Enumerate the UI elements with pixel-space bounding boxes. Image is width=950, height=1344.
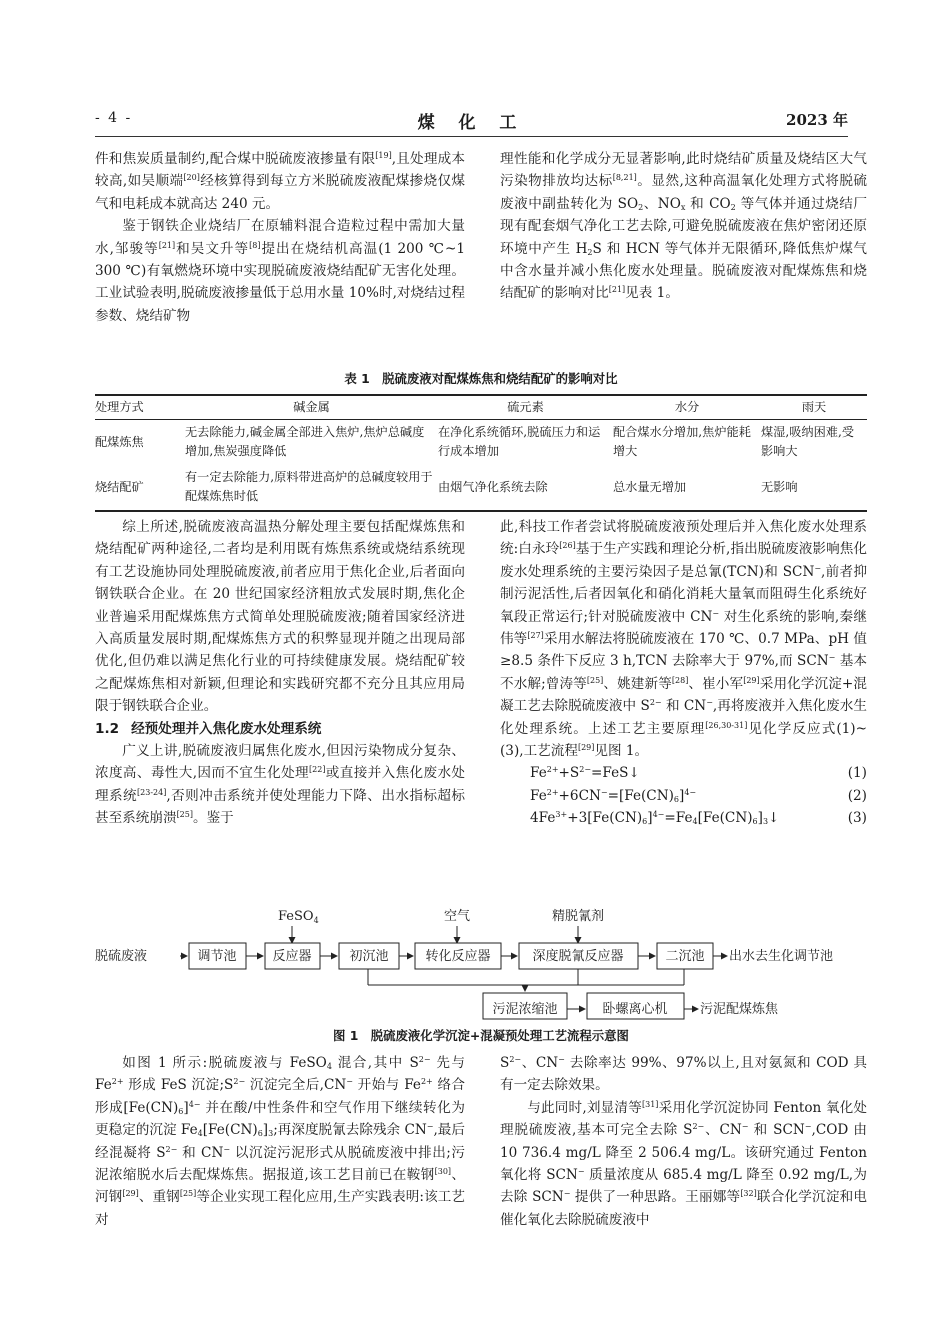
equation-3: $4Fe^{3+}+3[Fe(CN)_6]^{4-}=Fe_4[Fe(CN)_6]_3↓$ (3) bbox=[500, 807, 867, 829]
table-header: 雨天 bbox=[761, 395, 867, 420]
section-heading bbox=[95, 718, 465, 740]
table-cell: 配煤炼焦 bbox=[95, 434, 144, 449]
table-cell: 总水量无增加 bbox=[613, 465, 761, 511]
table-cell: 在净化系统循环,脱硫压力和运行成本增加 bbox=[438, 425, 601, 458]
table-header: 处理方式 bbox=[95, 395, 185, 420]
paragraph: 此,科技工作者尝试将脱硫废液预处理后并入焦化废水处理系统:白永玲[26]基于生产实践和理论分析,指出脱硫废液影响焦化废水处理系统的主要污染因子是总氰(TCN)和 SCN−,前者抑制污泥活性,后者因氧化和硝化消耗大量氧而阻碍生化系统好氧段正常运行;针对脱硫废液中 CN− 对生化系统的影响,秦继伟等[27]采用水解法将脱硫废液在 170 ℃、0.7 MPa、pH 值≥8.5 条件下反应 3 h,TCN 去除率大于 97%,而 SCN− 基本不水解;曾涛等[25]、姚建新等[28]、崔小军[29]采用化学沉淀+混凝工艺去除脱硫废液中 $S^{2-}$ 和 CN−,再将废液并入焦化废水生化处理系统。上述工艺主要原理[26,30-31]见化学反应式(1)~(3),工艺流程[29]见图 1。 bbox=[500, 519, 868, 760]
table-cell: 配合煤水分增加,焦炉能耗增大 bbox=[613, 425, 751, 458]
header-rule bbox=[95, 136, 848, 137]
label-air: 空气 bbox=[443, 909, 471, 924]
equation-1: $Fe^{2+}+S^{2-}=FeS↓$ (1) bbox=[500, 762, 867, 784]
citation: [20] bbox=[183, 173, 200, 183]
label-water-output: 出水去生化调节池 bbox=[729, 949, 834, 964]
right-column-bottom bbox=[500, 1052, 867, 1231]
table-caption: 表 1 脱硫废液对配煤炼焦和烧结配矿的影响对比 bbox=[344, 371, 618, 386]
table-cell: 无去除能力,碱金属全部进入焦炉,焦炉总碱度增加,焦炭强度降低 bbox=[185, 425, 425, 458]
journal-title: 煤 化 工 bbox=[417, 113, 526, 133]
citation: [30] bbox=[434, 1167, 452, 1177]
left-column-top bbox=[95, 148, 465, 327]
table-1 bbox=[95, 394, 867, 512]
citation: [29] bbox=[743, 675, 760, 685]
table-row bbox=[95, 465, 867, 511]
figure-caption: 图 1 脱硫废液化学沉淀+混凝预处理工艺流程示意图 bbox=[333, 1028, 629, 1043]
table-cell: 无影响 bbox=[761, 465, 867, 511]
table-header: 硫元素 bbox=[438, 395, 613, 420]
left-column-bottom bbox=[95, 1052, 465, 1231]
table-row bbox=[95, 420, 867, 466]
label-sludge-output: 污泥配煤炼焦 bbox=[700, 1002, 779, 1017]
right-column-top bbox=[500, 148, 867, 305]
citation: [28] bbox=[671, 675, 689, 685]
table-cell: 烧结配矿 bbox=[95, 465, 185, 511]
paragraph: 理性能和化学成分无显著影响,此时烧结矿质量及烧结区大气污染物排放均达标[8,21]。显然,这种高温氧化处理方式将脱硫废液中副盐转化为 $SO_2$、$NO_x$ 和 $CO_2$ 等气体并通过烧结厂现有配套烟气净化工艺去除,可避免脱硫废液在焦炉密闭还原环境中产生 $H_2S$ 和 HCN 等气体并无限循环,降低焦炉煤气中含水量并减小焦化废水处理量。脱硫废液对配煤炼焦和烧结配矿的影响对比[21]见表 1。 bbox=[500, 151, 868, 302]
citation: [27] bbox=[527, 631, 544, 641]
svg-text:卧螺离心机: 卧螺离心机 bbox=[602, 1002, 668, 1017]
left-column-middle bbox=[95, 516, 465, 830]
svg-text:初沉池: 初沉池 bbox=[349, 949, 389, 964]
label-input: 脱硫废液 bbox=[95, 949, 148, 964]
equation-number: (2) bbox=[847, 787, 867, 804]
citation: [21] bbox=[158, 240, 176, 250]
table-cell: 有一定去除能力,原料带进高炉的总碱度较用于配煤炼焦时低 bbox=[185, 465, 438, 511]
citation: [26,30-31] bbox=[705, 720, 748, 730]
equation-number: (3) bbox=[847, 810, 867, 827]
svg-text:二沉池: 二沉池 bbox=[665, 949, 705, 964]
table-cell: 煤湿,吸纳困难,受影响大 bbox=[761, 425, 855, 458]
equation-2: $Fe^{2+}+6CN^-=[Fe(CN)_6]^{4-}$ (2) bbox=[500, 785, 867, 807]
paragraph: 件和焦炭质量制约,配合煤中脱硫废液掺量有限[19],且处理成本较高,如吴顺端[20]经核算得到每立方米脱硫废液配煤掺烧仅煤气和电耗成本就高达 240 元。 bbox=[95, 151, 465, 212]
svg-text:污泥浓缩池: 污泥浓缩池 bbox=[492, 1002, 558, 1017]
table-cell: 由烟气净化系统去除 bbox=[438, 465, 613, 511]
figure-1-flow-diagram bbox=[95, 902, 867, 1020]
citation: [8,21] bbox=[612, 173, 637, 183]
citation: [29] bbox=[577, 743, 595, 753]
citation: [23-24] bbox=[137, 787, 167, 797]
citation: [26] bbox=[559, 541, 576, 551]
svg-text:转化反应器: 转化反应器 bbox=[425, 949, 491, 964]
publication-year: 2023 年 bbox=[786, 111, 848, 129]
paragraph: 广义上讲,脱硫废液归属焦化废水,但因污染物成分复杂、浓度高、毒性大,因而不宜生化处理[22]或直接并入焦化废水处理系统[23-24],否则冲击系统并使处理能力下降、出水指标超标甚至系统崩溃[25]。鉴于 bbox=[95, 743, 465, 827]
paragraph: 与此同时,刘显清等[31]采用化学沉淀协同 Fenton 氧化处理脱硫废液,基本可完全去除 $S^{2-}$、CN− 和 SCN−,COD 由 10 736.4 mg/L 降至 2 506.4 mg/L。该研究通过 Fenton 氧化将 SCN− 质量浓度从 685.4 mg/L 降至 0.92 mg/L,为去除 SCN− 提供了一种思路。王丽娜等[32]联合化学沉淀和电催化氧化去除脱硫废液中 bbox=[500, 1099, 867, 1228]
citation: [25] bbox=[586, 675, 604, 685]
citation: [19] bbox=[375, 151, 392, 160]
svg-text:深度脱氰反应器: 深度脱氰反应器 bbox=[532, 949, 624, 964]
citation: [25] bbox=[179, 1189, 197, 1199]
running-header bbox=[95, 110, 848, 132]
citation: [32] bbox=[740, 1189, 757, 1199]
citation: [25] bbox=[176, 810, 193, 820]
paragraph: 如图 1 所示:脱硫废液与 FeSO$_4$ 混合,其中 $S^{2-}$ 先与 $Fe^{2+}$ 形成 FeS 沉淀$;S^{2-}$ 沉淀完全后,CN− 开始与 $Fe^{2+}$ 络合形成$[Fe(CN)_6]^{4-}$ 并在酸/中性条件和空气作用下继续转化为更稳定的沉淀 $Fe_4[Fe(CN)_6]_3$;再深度脱氰去除残余 CN−,最后经混凝将 $S^{2-}$ 和 CN− 以沉淀污泥形式从脱硫废液中排出;污泥浓缩脱水后去配煤炼焦。据报道,该工艺目前已在鞍钢[30]、河钢[29]、重钢[25]等企业实现工程化应用,生产实践表明:该工艺对 bbox=[95, 1055, 466, 1228]
paragraph: 综上所述,脱硫废液高温热分解处理主要包括配煤炼焦和烧结配矿两种途径,二者均是利用既有炼焦系统或烧结系统现有工艺设施协同处理脱硫废液,前者应用于焦化企业,后者面向钢铁联合企业。在 20 世纪国家经济粗放式发展时期,焦化企业普遍采用配煤炼焦方式简单处理脱硫废液;随着国家经济进入高质量发展时期,配煤炼焦方式的积弊显现并随之出现局部优化,但仍难以满足焦化行业的可持续健康发展。烧结配矿较之配煤炼焦相对新颖,但理论和实践研究都不充分且其应用局限于钢铁联合企业。 bbox=[95, 519, 465, 715]
table-header: 水分 bbox=[613, 395, 761, 420]
section-title: 经预处理并入焦化废水处理系统 bbox=[131, 720, 322, 737]
citation: [21] bbox=[608, 285, 626, 295]
citation: [8] bbox=[249, 240, 261, 250]
label-feso4: FeSO$_4$ bbox=[278, 909, 319, 925]
table-header: 碱金属 bbox=[185, 395, 438, 420]
section-number: 1.2 bbox=[95, 720, 120, 737]
paragraph: $S^{2-}$、CN− 去除率达 99%、97%以上,且对氨氮和 COD 具有一定去除效果。 bbox=[500, 1055, 867, 1094]
page-number: - 4 - bbox=[95, 110, 133, 126]
paragraph: 鉴于钢铁企业烧结厂在原辅料混合造粒过程中需加大量水,邹骏等[21]和吴文升等[8]提出在烧结机高温(1 200 ℃~1 300 ℃)有氧燃烧环境中实现脱硫废液烧结配矿无害化处理。工业试验表明,脱硫废液掺量低于总用水量 10%时,对烧结过程参数、烧结矿物 bbox=[95, 218, 465, 324]
citation: [22] bbox=[309, 765, 326, 775]
equation-number: (1) bbox=[847, 765, 867, 782]
label-agent: 精脱氰剂 bbox=[551, 909, 605, 924]
citation: [31] bbox=[642, 1099, 659, 1109]
svg-text:反应器: 反应器 bbox=[272, 949, 312, 964]
svg-text:调节池: 调节池 bbox=[197, 949, 237, 964]
right-column-middle bbox=[500, 516, 867, 830]
citation: [29] bbox=[122, 1189, 139, 1199]
